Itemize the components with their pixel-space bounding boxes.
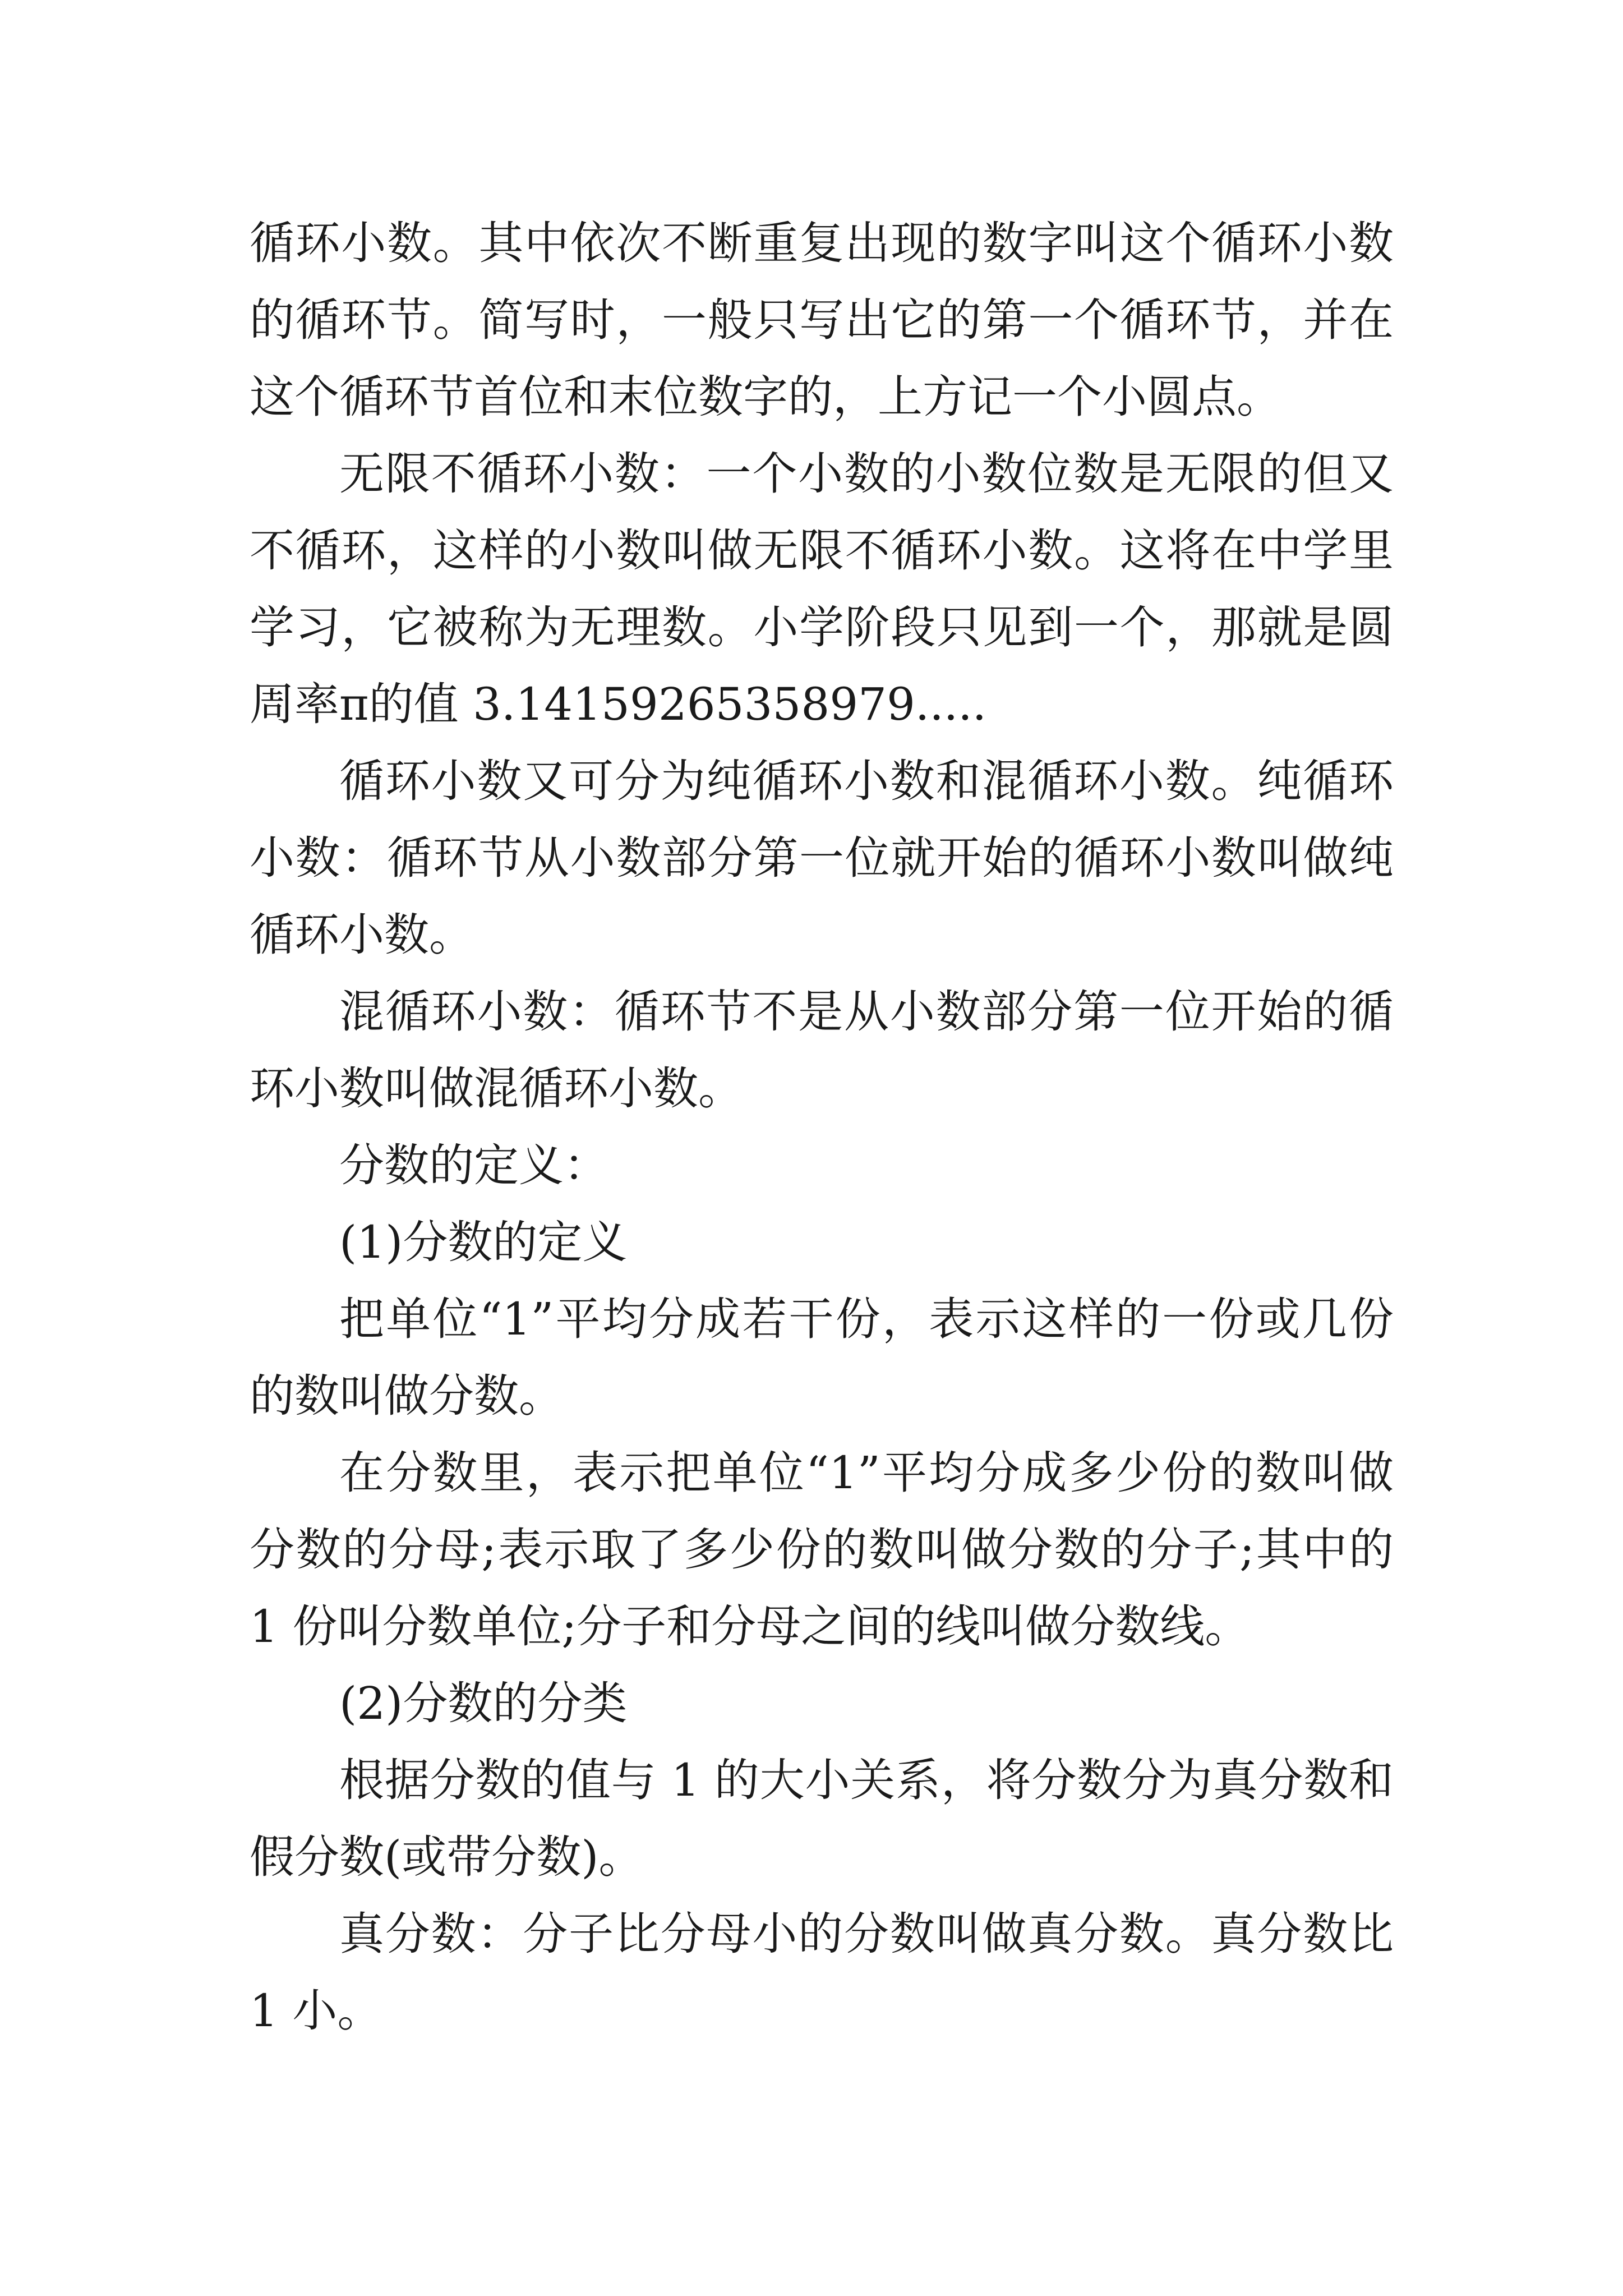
paragraph-fraction-definition-heading: (1)分数的定义 [339,1216,628,1268]
paragraph-fraction-definition: 把单位“1”平均分成若干份，表示这样的一份或几份的数叫做分数。 [250,1293,1394,1422]
paragraph-fraction-classification-heading: (2)分数的分类 [339,1677,628,1729]
paragraph-fraction-heading: 分数的定义： [339,1139,608,1191]
paragraph-recurring-decimal-continued: 循环小数。其中依次不断重复出现的数字叫这个循环小数的循环节。简写时，一般只写出它的第一个循环节，并在这个循环节首位和末位数字的，上方记一个小圆点。 [250,217,1394,423]
paragraph-fraction-classification: 根据分数的值与 1 的大小关系，将分数分为真分数和假分数(或带分数)。 [250,1754,1394,1883]
paragraph-mixed-recurring: 混循环小数：循环节不是从小数部分第一位开始的循环小数叫做混循环小数。 [250,986,1394,1115]
paragraph-proper-fraction: 真分数：分子比分母小的分数叫做真分数。真分数比 1 小。 [250,1908,1394,2037]
body-text [250,205,1394,2049]
paragraph-pure-recurring: 循环小数又可分为纯循环小数和混循环小数。纯循环小数：循环节从小数部分第一位就开始的循环小数叫做纯循环小数。 [250,755,1394,961]
paragraph-denominator-numerator: 在分数里，表示把单位“1”平均分成多少份的数叫做分数的分母;表示取了多少份的数叫做分数的分子;其中的 1 份叫分数单位;分子和分母之间的线叫做分数线。 [250,1447,1394,1653]
paragraph-irrational-number: 无限不循环小数：一个小数的小数位数是无限的但又不循环，这样的小数叫做无限不循环小数。这将在中学里学习，它被称为无理数。小学阶段只见到一个，那就是圆周率π的值 3.14159265358979..... [250,448,1394,730]
